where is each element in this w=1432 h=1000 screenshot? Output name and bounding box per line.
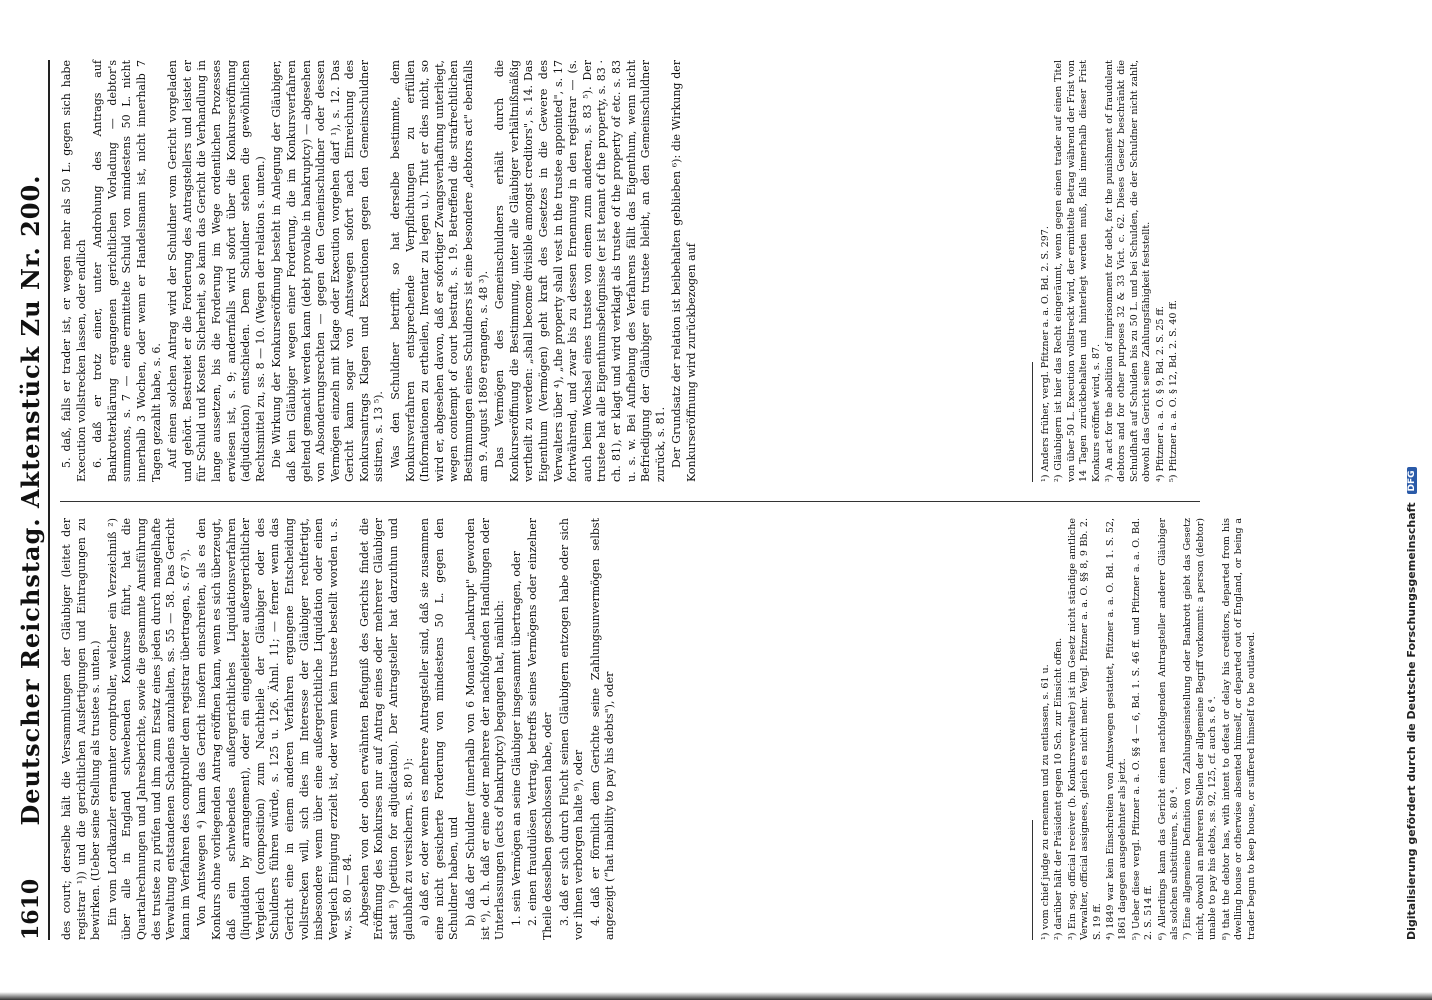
paragraph: Auf einen solchen Antrag wird der Schuldner vom Gericht vorgeladen und gehört. Bestreitet er die Forderung des Antragstellers und leistet er für Schuld und Kosten Sicherheit, so kann das Gericht die Verhandlung in lange aussetzen, bis die Forderung im Wege ordentlichen Prozesses erwiesen ist, s. 9; andernfalls wird sofort über die Konkurseröffnung (adjudication) entschieden. Dem Schuldner stehen die gewöhnlichen Rechtsmittel zu, ss. 8 — 10. (Wegen der relation s. unten.) [166, 60, 267, 482]
paragraph: b) daß der Schuldner (innerhalb von 6 Monaten „bankrupt" geworden ist ⁶), d. h. daß er eine oder mehrere der nachfolgenden Handlungen oder Unterlassungen (acts of bankruptcy) begangen hat, nämlich: [464, 518, 507, 940]
footnote: ²) Gläubigern ist hier das Recht eingeräumt, wenn gegen einen trader auf einen Titel von über 50 L. Execution vollstreckt wird, der ermittelte Betrag während der Frist von 14 Tagen zurückbehalten und hinterlegt werden muß, falls innerhalb dieser Frist Konkurs eröffnet wird, s. 87. [1053, 60, 1102, 482]
list-item: 1. sein Vermögen an seine Gläubiger insgesammt übertragen, oder [509, 551, 523, 926]
left-column [60, 518, 620, 940]
paragraph: des court; derselbe hält die Versammlungen der Gläubiger (leitet der registrar ¹)) und die gerichtlichen Ausfertigungen und Eintragungen zu bewirken. (Ueber seine Stellung als trustee s. unten.) [60, 518, 103, 940]
paragraph: Von Amtswegen ⁴) kann das Gericht insofern einschreiten, als es den Konkurs ohne vorliegenden Antrag eröffnen kann, wenn es sich überzeugt, daß ein schwebendes außergerichtliches Liquidationsverfahren (liquidation by arrangement), oder ein eingeleiteter außergerichtlicher Vergleich (composition) zum Nachtheile der Gläubiger oder des Schuldners führen würde, s. 125 u. 126. Ähnl. 11; — ferner wenn das Gericht eine in einem anderen Verfahren ergangene Entscheidung vollstrecken will, sich dies im Interesse der Gläubiger rechtfertigt, insbesondere wenn über eine außergerichtliche Liquidation oder einen Vergleich Einigung erzielt ist, oder wenn kein trustee bestellt worden u. s. w., ss. 80 — 84. [195, 518, 355, 940]
column-divider [60, 501, 1200, 502]
footnote: ⁴) Pfitzner a. a. O. § 9, Bd. 2. S. 25 ff. [1154, 306, 1166, 482]
list-item: 5. daß, falls er trader ist, er wegen mehr als 50 L. gegen sich habe Execution vollstrecken lassen, oder endlich [60, 60, 88, 482]
footnote: ¹) vom chief judge zu ernennen und zu entlassen, s. 61 u. [1040, 664, 1051, 940]
footnote: ⁵) Pfitzner a. a. O. § 12, Bd. 2. S. 40 ff. [1168, 300, 1180, 482]
list-item: 6. daß er trotz einer, unter Androhung des Antrags auf Bankrotterklärung ergangenen gerichtlichen Vorladung — debtor's summons, s. 7 — eine ermittelte Schuld von mindestens 50 L. nicht innerhalb 3 Wochen, oder wenn er Handelsmann ist, nicht innerhalb 7 Tagen gezahlt habe, s. 6. [91, 60, 163, 482]
paragraph: Die Wirkung der Konkurseröffnung besteht in Anlegung der Gläubiger, daß kein Gläubiger wegen einer Forderung, die im Konkursverfahren geltend gemacht werden kann (debt provable in bankruptcy) — abgesehen von Absonderungsrechten — gegen den Gemeinschuldner oder dessen Vermögen einzeln mit Klage oder Execution vorgehen darf ¹), s. 12. Das Gericht kann sogar von Amtswegen sofort nach Einreichung des Konkursantrags Klagen und Executionen gegen den Gemeinschuldner sistiren, s. 13 ⁵). [270, 60, 386, 482]
footnote-rule [1032, 362, 1033, 482]
footnote: ⁵) Ueber diese vergl. Pfitzner a. a. O. §§ 4 — 6, Bd. 1. S. 46 ff. und Pfitzner a. a. O. Bd. 2. S. 514 ff. [1130, 518, 1155, 940]
footnote: ³) An act for the abolition of imprisonment for debt, for the punishment of fraudulent debtors and for other purposes 32 & 33 Vict. c. 62. Dieses Gesetz beschränkt die Schuldhaft auf Schulden bis zu 50 L. und bei Schulden, die der Schuldner nicht zahlt, obwohl das Gericht seine Zahlungsfähigkeit feststellt. [1104, 60, 1153, 482]
paragraph: Abgesehen von der oben erwähnten Befugniß des Gerichts findet die Eröffnung des Konkurses nur auf Antrag eines oder mehrerer Gläubiger statt ⁵) (petition for adjudication). Der Antragsteller hat darzuthun und glaubhaft zu versichern, s. 80 ¹): [357, 518, 415, 940]
footnote: ³) Ein sog. official receiver (b. Konkursverwalter) ist im Gesetz nicht ständige amtliche Verwalter, official assignees, gleich es nicht mehr. Vergl. Pfitzner a. a. O. §§ 8, 9 Bb. 2. S. 19 ff. [1066, 518, 1103, 940]
footnote: ¹) Anders früher, vergl. Pfitzner a. a. O. Bd. 2. S. 297. [1040, 226, 1051, 482]
paragraph: Das Vermögen des Gemeinschuldners erhält durch die Konkurseröffnung die Bestimmung, unter alle Gläubiger verhältnißmäßig vertheilt zu werden: „shall become divisible amongst creditors", s. 14. Das Eigenthum (Vermögen) geht kraft des Gesetzes in die Gewere des Verwalters über ⁴), „the property shall vest in the trustee appointed", s. 17 fortwährend, und zwar bis zu dessen Ernennung in den registrar — (s. auch beim Wechsel eines trustee von einem zum anderen, s. 83 ⁵). Der trustee hat alle Eigenthumsbefugnisse (er ist tenant of the property, s. 83 · ch. 81), er klagt und wird verklagt als trustee of the property of etc. s. 83 u. s. w. Bei Aufhebung des Verfahrens fällt das Eigenthum, wenn nicht Befriedigung der Gläubiger ein trustee bleibt, an den Gemeinschuldner zurück, s. 81. [493, 60, 667, 482]
footnote: ²) darüber hält der Präsident gegen 10 Sch. zur Einsicht offen. [1053, 637, 1065, 940]
paragraph: Was den Schuldner betrifft, so hat derselbe bestimmte, dem Konkursverfahren entsprechende Verpflichtungen zu erfüllen (Informationen zu ertheilen, Inventar zu legen u.). Thut er dies nicht, so wird er, abgesehen davon, daß er sofortiger Zwangsverhaftung unterliegt, wegen contempt of court bestraft, s. 19. Betreffend die strafrechtlichen Bestimmungen eines Schuldners ist eine besondere „debtors act" ebenfalls am 9. August 1869 ergangen, s. 48 ³). [389, 60, 490, 482]
footnote: ⁷) Eine allgemeine Definition von Zahlungseinstellung oder Bankrott giebt das Gesetz nicht, obwohl an mehreren Stellen der allgemeine Begriff vorkommt: a person (debtor) unable to pay his debts, ss. 92, 125, cf. auch s. 6 ⁴. [1182, 518, 1219, 940]
footnote: ⁸) that the debtor has, with intent to defeat or delay his creditors, departed from his dwelling house or otherwise absented himself, or departed out of England, or being a trader begun to keep house, or suffered himself to be outlawed. [1220, 518, 1257, 940]
footnote-rule [1032, 820, 1033, 940]
list-item: 3. daß er sich durch Flucht seinen Gläubigern entzogen habe oder sich vor ihnen verborgen halte ⁹), oder [557, 518, 586, 940]
paragraph: a) daß er, oder wenn es mehrere Antragsteller sind, daß sie zusammen eine nicht gesicherte Forderung von mindestens 50 L. gegen den Schuldner haben, und [418, 518, 461, 940]
page-number: 1610 [18, 878, 44, 940]
footnotes-right [1040, 60, 1181, 482]
page-header [14, 60, 50, 940]
scan-edge-shadow [0, 992, 1432, 1000]
paragraph: Ein vom Lordkanzler ernannter comptroller, welcher ein Verzeichniß ²) über alle in England schwebenden Konkurse führt, hat die Quartalrechnungen und Jahresberichte, sowie die gesammte Amtsführung des trustee zu prüfen und ihm zum Ersatz eines jeden durch mangelhafte Verwaltung entstandenen Schadens anzuhalten, ss. 55 — 58. Das Gericht kann im Verfahren des comptroller dem registrar übertragen, s. 67 ³). [105, 518, 192, 940]
footnote: ⁶) Allerdings kann das Gericht einen nachfolgenden Antragsteller anderer Gläubiger als solchen substituiren, s. 80 ⁴. [1156, 518, 1181, 940]
footnotes-left [1040, 518, 1259, 940]
credit-text: Digitalisierung gefördert durch die Deutsche Forschungsgemeinschaft [1405, 502, 1418, 940]
list-item: 2. einen fraudulösen Vertrag, betreffs seines Vermögens oder einzelner Theile desselben geschlossen habe, oder [526, 518, 554, 940]
right-column [60, 60, 702, 482]
dfg-logo: DFG [1407, 467, 1417, 494]
list-item: 4. daß er förmlich dem Gerichte seine Zahlungsunvermögen selbst angezeigt (“hat inability to pay his debts"), oder [588, 518, 617, 940]
footnote: ⁴) 1849 war kein Einschreiten von Amtswegen gestattet, Pfitzner a. a. O. Bd. 1. S. 52, 1861 dagegen ausgedehnter als jetzt. [1105, 518, 1129, 940]
running-title: Deutscher Reichstag. Aktenstück Zu Nr. 200. [16, 174, 45, 826]
paragraph: Der Grundsatz der relation ist beibehalten geblieben ⁶): die Wirkung der Konkurseröffnung wird zurückbezogen auf [670, 60, 698, 482]
digitization-credit [1405, 467, 1418, 940]
